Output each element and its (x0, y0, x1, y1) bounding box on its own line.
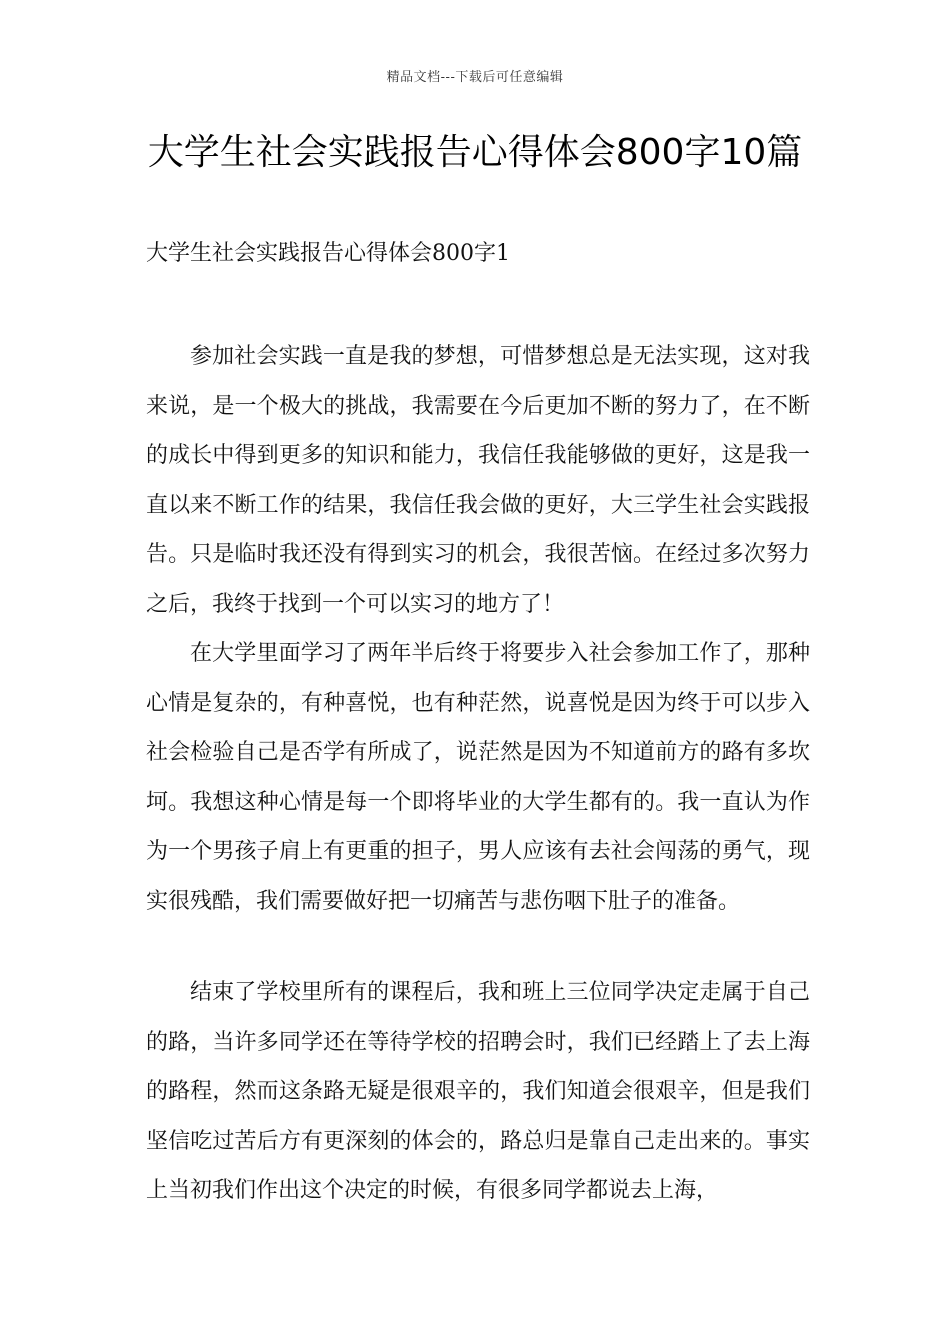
paragraph-2: 在大学里面学习了两年半后终于将要步入社会参加工作了，那种心情是复杂的，有种喜悦，也有种茫然，说喜悦是因为终于可以步入社会检验自己是否学有所成了，说茫然是因为不知道前方的路有多坎坷。我想这种心情是每一个即将毕业的大学生都有的。我一直认为作为一个男孩子肩上有更重的担子，男人应该有去社会闯荡的勇气，现实很残酷，我们需要做好把一切痛苦与悲伤咽下肚子的准备。 (146, 641, 810, 914)
header-note: 精品文档---下载后可任意编辑 (386, 70, 564, 85)
document-body (146, 332, 810, 1216)
paragraph-1: 参加社会实践一直是我的梦想，可惜梦想总是无法实现，这对我来说，是一个极大的挑战，我需要在今后更加不断的努力了，在不断的成长中得到更多的知识和能力，我信任我能够做的更好，这是我一直以来不断工作的结果，我信任我会做的更好，大三学生社会实践报告。只是临时我还没有得到实习的机会，我很苦恼。在经过多次努力之后，我终于找到一个可以实习的地方了！ (146, 344, 810, 617)
document-title: 大学生社会实践报告心得体会800字10篇 (147, 132, 803, 173)
paragraph-3: 结束了学校里所有的课程后，我和班上三位同学决定走属于自己的路，当许多同学还在等待学校的招聘会时，我们已经踏上了去上海的路程，然而这条路无疑是很艰辛的，我们知道会很艰辛，但是我们坚信吃过苦后方有更深刻的体会的，路总归是靠自己走出来的。事实上当初我们作出这个决定的时候，有很多同学都说去上海， (146, 980, 810, 1203)
section-heading: 大学生社会实践报告心得体会800字1 (146, 241, 510, 266)
